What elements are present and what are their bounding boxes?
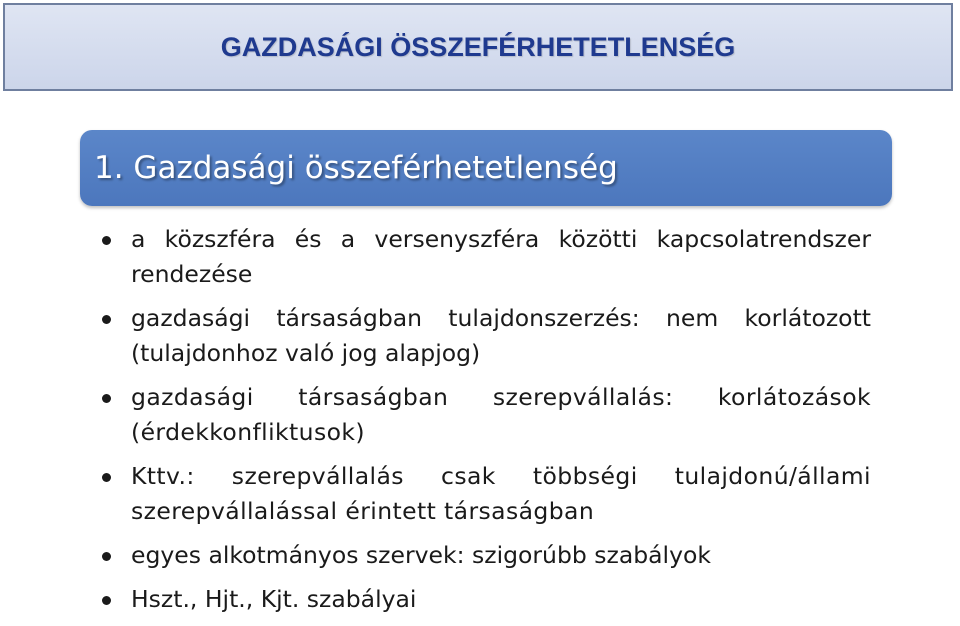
bullet-text: a közszféra és a versenyszféra közötti kapcsolatrendszer rendezése xyxy=(131,225,871,288)
bullet-item xyxy=(96,301,871,371)
bullet-item xyxy=(96,222,871,292)
bullet-text: Hszt., Hjt., Kjt. szabályai xyxy=(131,585,417,613)
bullet-text: gazdasági társaságban tulajdonszerzés: nem korlátozott (tulajdonhoz való jog alapjog) xyxy=(131,304,871,367)
bullet-list xyxy=(96,222,871,626)
section-header xyxy=(80,130,892,206)
title-bar xyxy=(3,3,953,91)
bullet-item xyxy=(96,582,871,617)
bullet-icon xyxy=(102,473,111,482)
bullet-item xyxy=(96,459,871,529)
bullet-text: gazdasági társaságban szerepvállalás: korlátozások (érdekkonfliktusok) xyxy=(131,383,871,446)
bullet-item xyxy=(96,538,871,573)
bullet-icon xyxy=(102,236,111,245)
bullet-text: Kttv.: szerepvállalás csak többségi tulajdonú/állami szerepvállalással érintett társaságban xyxy=(131,462,871,525)
bullet-icon xyxy=(102,394,111,403)
bullet-item xyxy=(96,380,871,450)
bullet-icon xyxy=(102,552,111,561)
bullet-icon xyxy=(102,315,111,324)
bullet-text: egyes alkotmányos szervek: szigorúbb szabályok xyxy=(131,541,711,569)
page-title: GAZDASÁGI ÖSSZEFÉRHETETLENSÉG xyxy=(220,31,736,62)
bullet-icon xyxy=(102,596,111,605)
section-header-title: 1. Gazdasági összeférhetetlenség xyxy=(94,150,618,186)
